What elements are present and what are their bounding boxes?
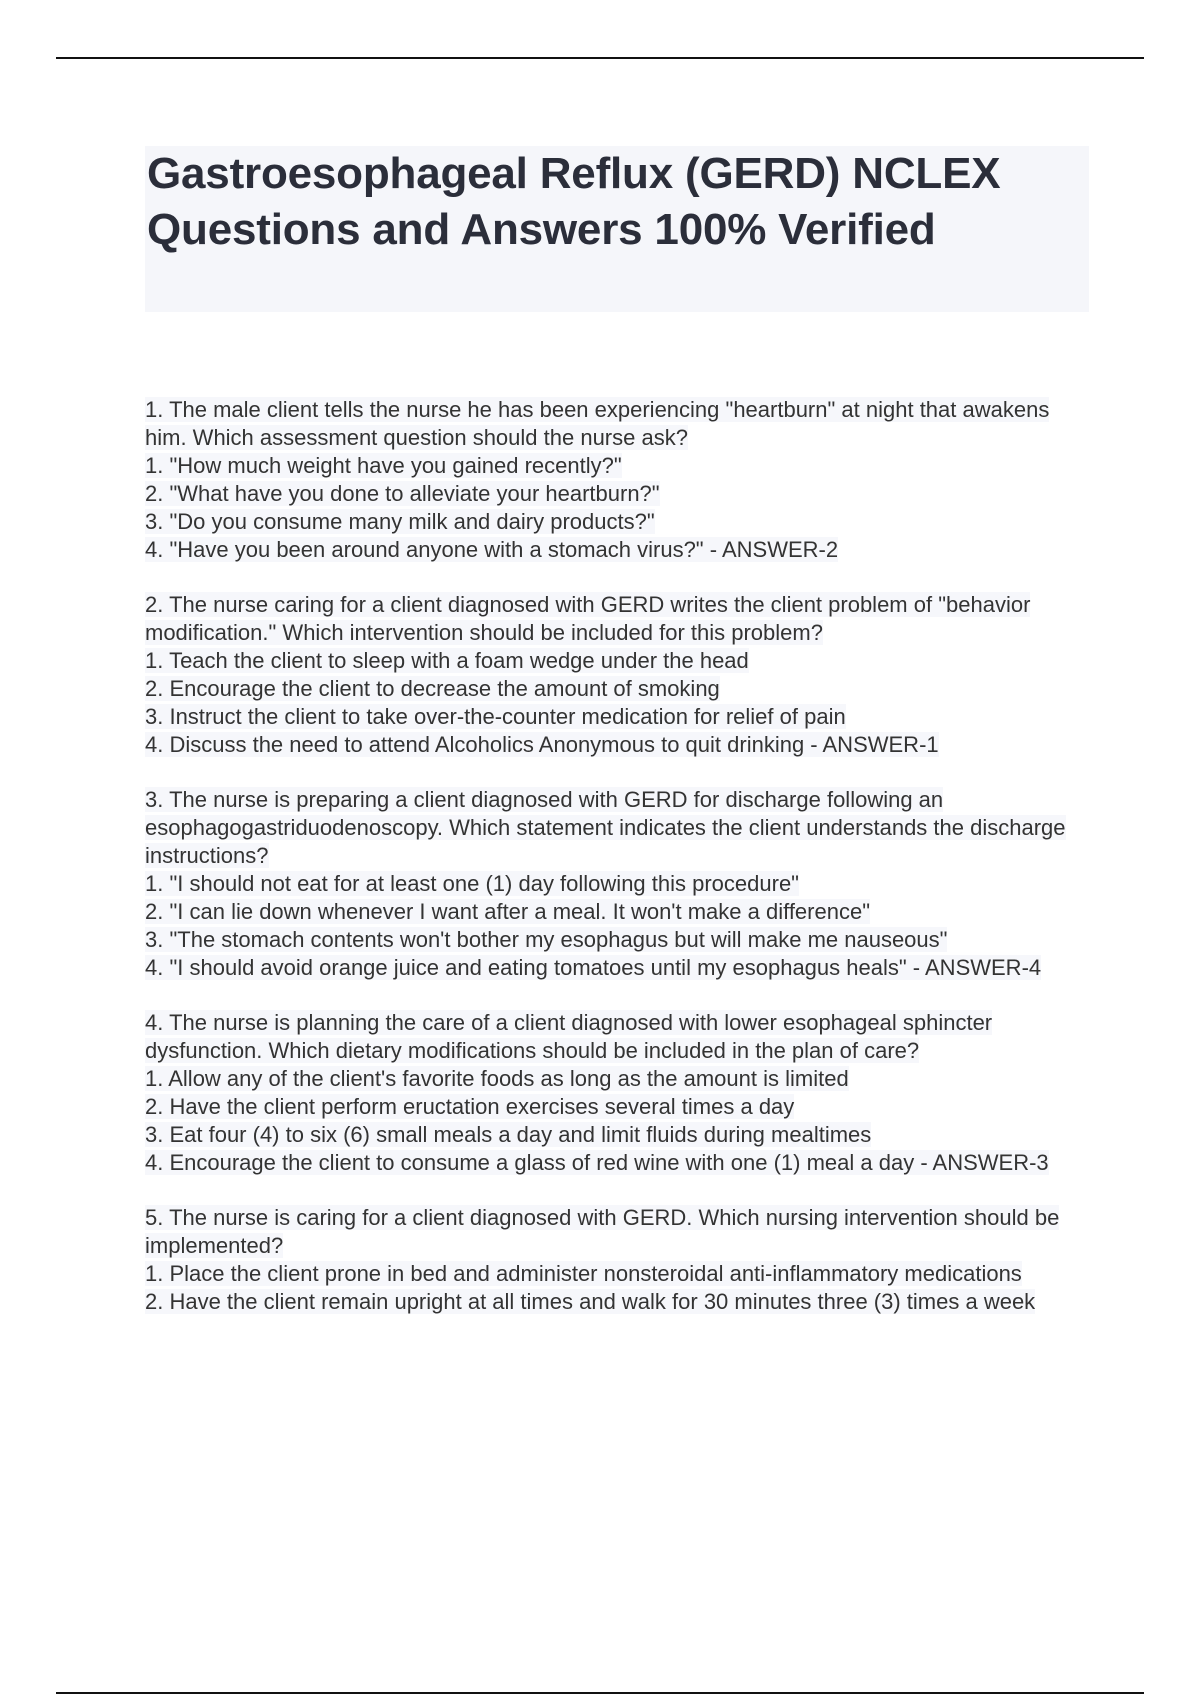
- option: 1. Allow any of the client's favorite foods as long as the amount is limited: [145, 1066, 849, 1091]
- option: 1. "How much weight have you gained recently?": [145, 453, 622, 478]
- option: 2. Have the client remain upright at all times and walk for 30 minutes three (3) times a week: [145, 1289, 1036, 1314]
- qa-content: [145, 396, 1089, 1343]
- option: 4. "Have you been around anyone with a stomach virus?" - ANSWER-2: [145, 537, 839, 562]
- document-title: Gastroesophageal Reflux (GERD) NCLEX Questions and Answers 100% Verified: [147, 149, 1001, 254]
- option: 2. Have the client perform eructation exercises several times a day: [145, 1094, 795, 1119]
- question-text: 3. The nurse is preparing a client diagnosed with GERD for discharge following an esophagogastriduodenoscopy. Which statement indicates the client understands the discharge instructions?: [145, 787, 1066, 868]
- qa-item-5: [145, 1204, 1089, 1316]
- qa-item-1: [145, 396, 1089, 564]
- option: 2. "I can lie down whenever I want after a meal. It won't make a difference": [145, 899, 871, 924]
- top-divider: [56, 57, 1144, 59]
- question-text: 1. The male client tells the nurse he has been experiencing "heartburn" at night that awakens him. Which assessment question should the nurse ask?: [145, 397, 1050, 450]
- qa-item-3: [145, 786, 1089, 982]
- option: 3. "The stomach contents won't bother my esophagus but will make me nauseous": [145, 927, 948, 952]
- option: 2. "What have you done to alleviate your heartburn?": [145, 481, 660, 506]
- option: 3. Instruct the client to take over-the-counter medication for relief of pain: [145, 704, 846, 729]
- bottom-divider: [56, 1692, 1144, 1694]
- question-text: 2. The nurse caring for a client diagnosed with GERD writes the client problem of "behavior modification." Which intervention should be included for this problem?: [145, 592, 1031, 645]
- option: 2. Encourage the client to decrease the amount of smoking: [145, 676, 720, 701]
- option: 3. "Do you consume many milk and dairy products?": [145, 509, 655, 534]
- question-text: 5. The nurse is caring for a client diagnosed with GERD. Which nursing intervention should be implemented?: [145, 1205, 1060, 1258]
- option: 4. "I should avoid orange juice and eating tomatoes until my esophagus heals" - ANSWER-4: [145, 955, 1042, 980]
- qa-item-4: [145, 1009, 1089, 1177]
- option: 1. "I should not eat for at least one (1) day following this procedure": [145, 871, 799, 896]
- title-block: [145, 146, 1089, 312]
- option: 1. Teach the client to sleep with a foam wedge under the head: [145, 648, 749, 673]
- qa-item-2: [145, 591, 1089, 759]
- option: 1. Place the client prone in bed and administer nonsteroidal anti-inflammatory medications: [145, 1261, 1022, 1286]
- option: 3. Eat four (4) to six (6) small meals a day and limit fluids during mealtimes: [145, 1122, 872, 1147]
- option: 4. Encourage the client to consume a glass of red wine with one (1) meal a day - ANSWER-3: [145, 1150, 1049, 1175]
- option: 4. Discuss the need to attend Alcoholics Anonymous to quit drinking - ANSWER-1: [145, 732, 939, 757]
- question-text: 4. The nurse is planning the care of a client diagnosed with lower esophageal sphincter dysfunction. Which dietary modifications should be included in the plan of care?: [145, 1010, 993, 1063]
